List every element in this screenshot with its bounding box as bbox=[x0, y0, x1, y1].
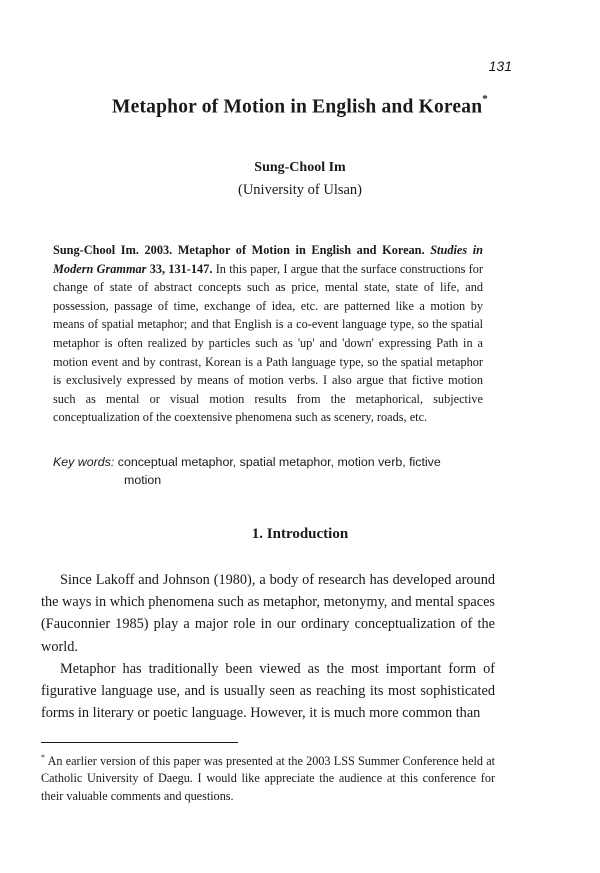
author-name: Sung-Chool Im bbox=[254, 160, 346, 175]
author-affiliation: (University of Ulsan) bbox=[237, 182, 363, 198]
title-text: Metaphor of Motion in English and Korean bbox=[112, 96, 483, 118]
abstract bbox=[53, 241, 483, 427]
section-heading: 1. Introduction bbox=[251, 526, 349, 542]
footnote-mark: * bbox=[41, 753, 45, 762]
footnote bbox=[41, 749, 495, 805]
keywords-label: Key words: bbox=[53, 455, 115, 469]
keywords bbox=[53, 453, 493, 489]
keywords-terms: conceptual metaphor, spatial metaphor, motion verb, fictive bbox=[117, 455, 441, 469]
abstract-journal: Studies in Modern Grammar bbox=[53, 243, 483, 276]
abstract-text: In this paper, I argue that the surface constructions for change of state of abstract concepts such as price, mental state, state of life, and possession, passage of time, exchange of idea, etc. are patterned like a motion by means of spatial metaphor; and that English is a co-event language type, so the spatial metaphor is often realized by particles such as 'up' and 'down' expressing Path in a motion event and by contrast, Korean is a Path language type, so the spatial metaphor is exclusively expressed by means of motion verbs. I also argue that fictive motion such as mental or visual motion results from the metaphorical, subjective conceptualization of the coextensive phenomena such as scenery, roads, etc. bbox=[53, 261, 483, 425]
page-number: 131 bbox=[488, 58, 512, 74]
abstract-volume-pages: 33, 131-147. bbox=[149, 261, 213, 276]
paper-title bbox=[0, 93, 600, 119]
abstract-citation: Sung-Chool Im. 2003. Metaphor of Motion in English and Korean. bbox=[53, 243, 425, 257]
title-footnote-mark: * bbox=[482, 93, 488, 105]
body-paragraph: Metaphor has traditionally been viewed as the most important form of figurative language use, and is usually seen as reaching its most sophisticated forms in literary or poetic language. However, it is much more common than bbox=[41, 661, 495, 722]
footnote-text: An earlier version of this paper was presented at the 2003 LSS Summer Conference held at Catholic University of Daegu. I would like appreciate the audience at this conference for their valuable comments and questions. bbox=[41, 754, 495, 803]
body-paragraph: Since Lakoff and Johnson (1980), a body of research has developed around the ways in which phenomena such as metaphor, metonymy, and mental spaces (Fauconnier 1985) play a major role in our ordinary conceptualization of the world. bbox=[41, 572, 495, 655]
keywords-terms-continued: motion bbox=[124, 473, 162, 487]
footnote-divider bbox=[41, 742, 238, 743]
